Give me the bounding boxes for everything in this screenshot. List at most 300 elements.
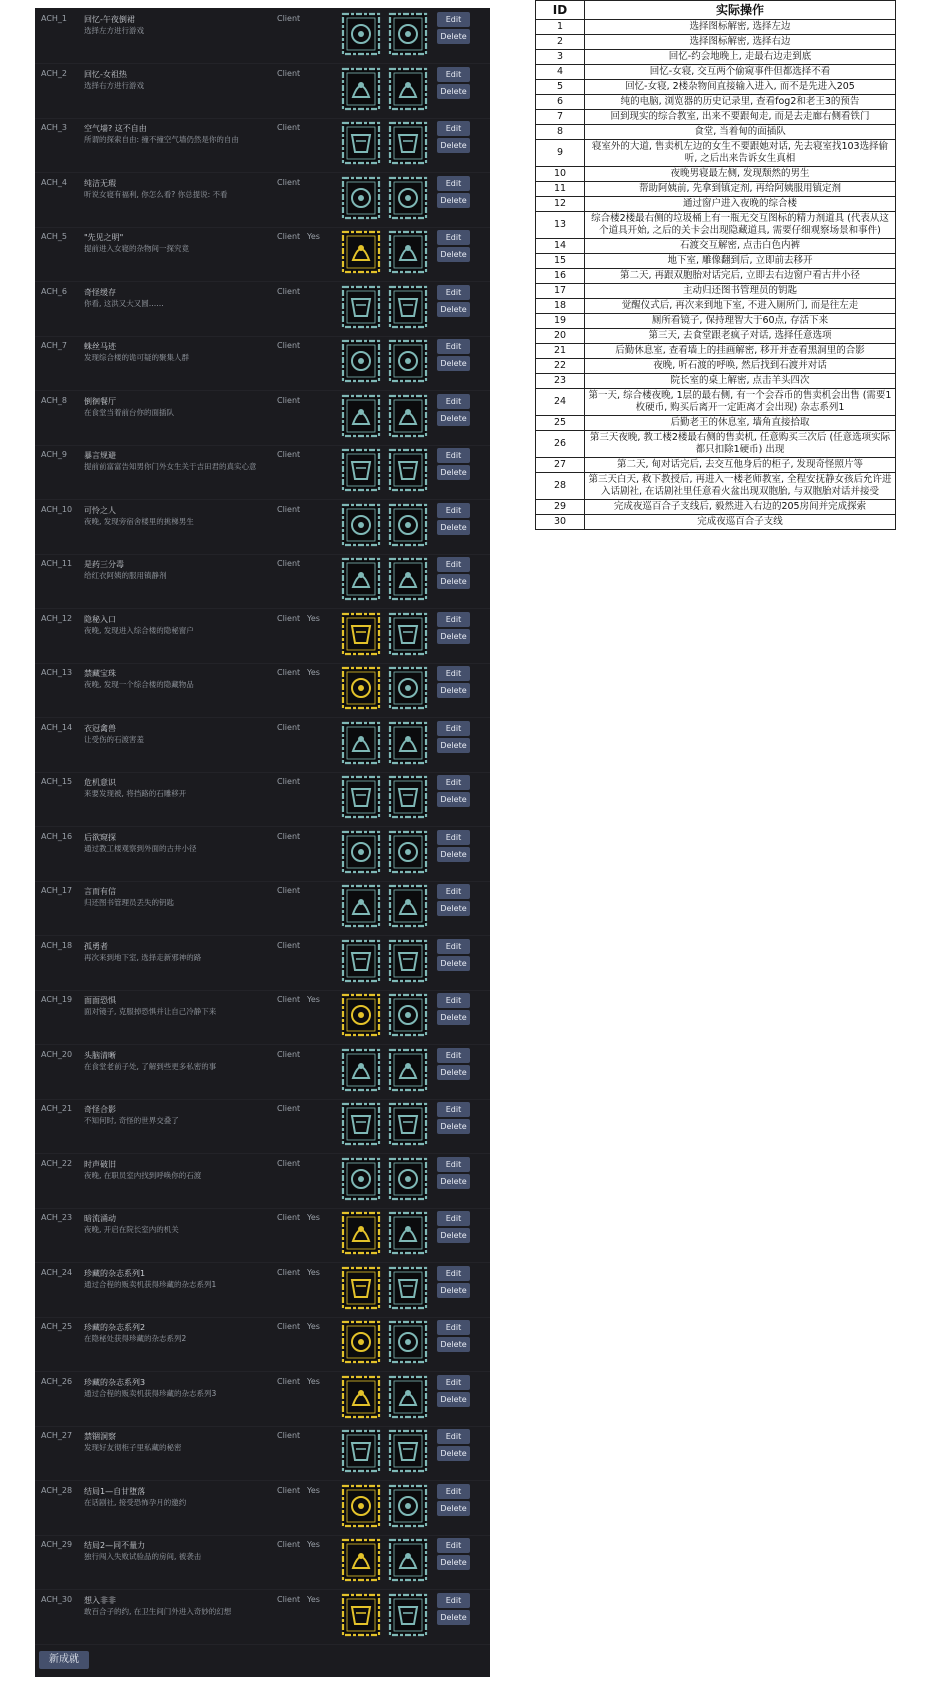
achievement-row bbox=[35, 717, 490, 773]
delete-button[interactable]: Delete bbox=[437, 847, 470, 862]
achievement-id: ACH_8 bbox=[41, 395, 68, 405]
edit-button[interactable]: Edit bbox=[437, 830, 470, 845]
delete-button[interactable]: Delete bbox=[437, 574, 470, 589]
short-hair-boy-icon bbox=[341, 1048, 381, 1092]
achievement-type: Client bbox=[277, 1540, 301, 1549]
achievement-type: Client bbox=[277, 1322, 301, 1331]
row-operation: 回忆-约会地晚上, 走最右边走到底 bbox=[585, 50, 896, 65]
edit-button[interactable]: Edit bbox=[437, 230, 470, 245]
achievement-type: Client bbox=[277, 1104, 301, 1113]
edit-button[interactable]: Edit bbox=[437, 339, 470, 354]
row-id: 19 bbox=[536, 314, 585, 329]
achievement-type: Client bbox=[277, 341, 301, 350]
edit-button[interactable]: Edit bbox=[437, 612, 470, 627]
achievement-name: 奇怪缓存 bbox=[84, 287, 116, 297]
edit-button[interactable]: Edit bbox=[437, 448, 470, 463]
eye-face-icon bbox=[341, 230, 381, 274]
achievement-description: 敢百合子的约, 在卫生间门外进入奇妙的幻想 bbox=[84, 1606, 232, 1616]
achievement-id: ACH_14 bbox=[41, 722, 73, 732]
achievement-row bbox=[35, 1098, 490, 1154]
delete-button[interactable]: Delete bbox=[437, 1228, 470, 1243]
achievement-row bbox=[35, 444, 490, 500]
actual-operations-table bbox=[535, 0, 896, 530]
achievement-hidden-flag: Yes bbox=[307, 232, 320, 241]
edit-button[interactable]: Edit bbox=[437, 1375, 470, 1390]
achievement-id: ACH_4 bbox=[41, 177, 68, 187]
achievement-id: ACH_3 bbox=[41, 123, 68, 132]
edit-button[interactable]: Edit bbox=[437, 503, 470, 518]
woman-portrait-locked-icon bbox=[388, 721, 428, 765]
edit-button[interactable]: Edit bbox=[437, 176, 470, 191]
achievement-row bbox=[35, 608, 490, 664]
magazine-2-icon bbox=[341, 1320, 381, 1364]
achievement-description: 通过合程的贩卖机获得珍藏的杂志系列3 bbox=[84, 1388, 217, 1398]
achievement-description: 在隐秘处获得珍藏的杂志系列2 bbox=[84, 1334, 187, 1343]
delete-button[interactable]: Delete bbox=[437, 302, 470, 317]
row-id: 16 bbox=[536, 269, 585, 284]
spider-icon bbox=[341, 339, 381, 383]
delete-button[interactable]: Delete bbox=[437, 520, 470, 535]
edit-button[interactable]: Edit bbox=[437, 557, 470, 572]
achievement-name: 是药三分毒 bbox=[84, 560, 124, 569]
table-row bbox=[536, 35, 896, 50]
achievement-name: 回忆-女祖热 bbox=[84, 69, 127, 79]
laptop-locked-icon bbox=[388, 285, 428, 329]
achievement-name: 衣冠禽兽 bbox=[84, 723, 116, 733]
boy-portrait-icon bbox=[341, 993, 381, 1037]
table-row bbox=[536, 299, 896, 314]
achievement-name: 后欲窥探 bbox=[84, 832, 116, 842]
achievement-type: Client bbox=[277, 722, 301, 732]
achievement-row bbox=[35, 553, 490, 609]
achievement-name: 禁锢洞察 bbox=[84, 1432, 116, 1441]
delete-button[interactable]: Delete bbox=[437, 1555, 470, 1570]
edit-button[interactable]: Edit bbox=[437, 121, 470, 136]
achievement-description: 所谓的探索自由: 撞不撞空气墙仍然是你的自由 bbox=[84, 135, 239, 144]
new-achievement-button[interactable]: 新成就 bbox=[39, 1651, 89, 1669]
photo-stack-icon bbox=[341, 1429, 381, 1473]
edit-button[interactable]: Edit bbox=[437, 884, 470, 899]
key-icon bbox=[341, 884, 381, 928]
achievement-type: Client bbox=[277, 123, 301, 132]
row-operation: 第二天, 再跟双胞胎对话完后, 立即去右边窗户看古井小径 bbox=[585, 269, 896, 284]
achievement-row bbox=[35, 335, 490, 391]
edit-button[interactable]: Edit bbox=[437, 1429, 470, 1444]
table-row bbox=[536, 50, 896, 65]
achievement-type: Client bbox=[277, 68, 301, 78]
row-id: 3 bbox=[536, 50, 585, 65]
box-items-locked-icon bbox=[388, 666, 428, 710]
window-view-icon bbox=[341, 830, 381, 874]
row-operation: 选择图标解密, 选择左边 bbox=[585, 20, 896, 35]
achievement-name: 倒徊餐厅 bbox=[84, 396, 116, 406]
row-operation: 选择图标解密, 选择右边 bbox=[585, 35, 896, 50]
achievement-name: 空气墙? 这不自由 bbox=[84, 124, 147, 133]
edit-button[interactable]: Edit bbox=[437, 1593, 470, 1608]
ram-skull-icon bbox=[341, 1211, 381, 1255]
achievement-description: 发现综合楼的诡可疑的聚集人群 bbox=[84, 353, 189, 362]
achievement-hidden-flag: Yes bbox=[307, 1322, 320, 1331]
achievement-id: ACH_1 bbox=[41, 14, 68, 23]
rubble-locked-icon bbox=[388, 775, 428, 819]
delete-button[interactable]: Delete bbox=[437, 1119, 470, 1134]
row-operation: 第三天, 去食堂跟老疯子对话, 选择任意选项 bbox=[585, 329, 896, 344]
achievement-type: Client bbox=[277, 1485, 301, 1495]
clock-medallion-icon bbox=[341, 12, 381, 56]
achievement-type: Client bbox=[277, 177, 301, 187]
crowd-locked-icon bbox=[388, 394, 428, 438]
achievement-hidden-flag: Yes bbox=[307, 1376, 320, 1386]
monster-locked-icon bbox=[388, 1538, 428, 1582]
achievement-name: 隐秘入口 bbox=[84, 614, 116, 624]
achievement-id: ACH_12 bbox=[41, 613, 73, 623]
table-header-row bbox=[536, 1, 896, 20]
row-operation: 石渡交互解密, 点击白色内裤 bbox=[585, 239, 896, 254]
table-row bbox=[536, 431, 896, 458]
magazine-2-locked-icon bbox=[388, 1320, 428, 1364]
window-locked-icon bbox=[388, 612, 428, 656]
row-id: 30 bbox=[536, 515, 585, 530]
header-id: ID bbox=[536, 1, 585, 20]
table-row bbox=[536, 125, 896, 140]
edit-button[interactable]: Edit bbox=[437, 993, 470, 1008]
table-row bbox=[536, 182, 896, 197]
header-operation: 实际操作 bbox=[585, 1, 896, 20]
photo-stack-locked-icon bbox=[388, 1429, 428, 1473]
table-row bbox=[536, 374, 896, 389]
row-id: 21 bbox=[536, 344, 585, 359]
laptop-icon bbox=[341, 285, 381, 329]
edit-button[interactable]: Edit bbox=[437, 1102, 470, 1117]
row-operation: 第一天, 综合楼夜晚, 1层的最右侧, 有一个会吞币的售卖机会出售 (需要1枚硬币, 购买后离开一定距离才会出现) 杂志系列1 bbox=[585, 389, 896, 416]
achievement-id: ACH_30 bbox=[41, 1594, 73, 1604]
edit-button[interactable]: Edit bbox=[437, 1157, 470, 1172]
achievement-description: 在食堂当着前台你的面插队 bbox=[84, 407, 174, 417]
edit-button[interactable]: Edit bbox=[437, 1484, 470, 1499]
table-row bbox=[536, 80, 896, 95]
delete-button[interactable]: Delete bbox=[437, 901, 470, 916]
row-id: 28 bbox=[536, 473, 585, 500]
short-hair-boy-locked-icon bbox=[388, 1048, 428, 1092]
achievement-hidden-flag: Yes bbox=[307, 1267, 320, 1277]
row-id: 2 bbox=[536, 35, 585, 50]
table-row bbox=[536, 269, 896, 284]
row-id: 7 bbox=[536, 110, 585, 125]
achievement-description: 夜晚, 发现一个综合楼的隐藏物品 bbox=[84, 680, 194, 689]
achievement-type: Client bbox=[277, 1376, 301, 1386]
row-operation: 后勤休息室, 查看墙上的挂画解密, 移开并查看黑洞里的合影 bbox=[585, 344, 896, 359]
shouting-face-icon bbox=[341, 448, 381, 492]
achievement-row bbox=[35, 117, 490, 173]
edit-button[interactable]: Edit bbox=[437, 1320, 470, 1335]
achievement-type: Client bbox=[277, 940, 301, 950]
edit-button[interactable]: Edit bbox=[437, 1266, 470, 1281]
row-id: 25 bbox=[536, 416, 585, 431]
row-id: 27 bbox=[536, 458, 585, 473]
achievement-description: 夜晚, 开启在院长室内的机关 bbox=[84, 1225, 179, 1234]
row-operation: 通过窗户进入夜晚的综合楼 bbox=[585, 197, 896, 212]
lotus-icon bbox=[341, 176, 381, 220]
row-operation: 厕所看镜子, 保持理智大于60点, 存活下来 bbox=[585, 314, 896, 329]
achievement-type: Client bbox=[277, 668, 301, 677]
achievement-name: 结局2—同不量力 bbox=[84, 1541, 146, 1550]
achievement-description: 提前进入女寝的杂物间一探究竟 bbox=[84, 244, 189, 253]
table-row bbox=[536, 416, 896, 431]
table-row bbox=[536, 140, 896, 167]
row-id: 26 bbox=[536, 431, 585, 458]
achievement-id: ACH_26 bbox=[41, 1376, 73, 1386]
achievement-row bbox=[35, 1371, 490, 1427]
achievement-id: ACH_16 bbox=[41, 831, 73, 841]
edit-button[interactable]: Edit bbox=[437, 666, 470, 681]
achievement-row bbox=[35, 1153, 490, 1209]
achievement-id: ACH_17 bbox=[41, 886, 73, 895]
delete-button[interactable]: Delete bbox=[437, 792, 470, 807]
table-row bbox=[536, 359, 896, 374]
achievement-description: 来要发现被, 将挡路的石雕移开 bbox=[84, 789, 187, 798]
achievement-row bbox=[35, 771, 490, 827]
achievement-name: 禁藏宝珠 bbox=[84, 669, 116, 678]
delete-button[interactable]: Delete bbox=[437, 356, 470, 371]
achievement-description: 选择右方进行游戏 bbox=[84, 80, 144, 90]
achievement-type: Client bbox=[277, 286, 301, 296]
edit-button[interactable]: Edit bbox=[437, 721, 470, 736]
achievement-name: 头脑清晰 bbox=[84, 1050, 116, 1060]
delete-button[interactable]: Delete bbox=[437, 1065, 470, 1080]
edit-button[interactable]: Edit bbox=[437, 285, 470, 300]
edit-button[interactable]: Edit bbox=[437, 1048, 470, 1063]
edit-button[interactable]: Edit bbox=[437, 67, 470, 82]
window-icon bbox=[341, 612, 381, 656]
achievement-row bbox=[35, 1589, 490, 1645]
magazine-1-icon bbox=[341, 1266, 381, 1310]
achievement-name: 暴言规避 bbox=[84, 451, 116, 460]
achievement-type: Client bbox=[277, 1049, 301, 1059]
delete-button[interactable]: Delete bbox=[437, 411, 470, 426]
magazine-3-icon bbox=[341, 1375, 381, 1419]
achievement-type: Client bbox=[277, 886, 301, 895]
achievement-description: 面对镜子, 克服掉恐惧并让自己冷静下来 bbox=[84, 1007, 217, 1016]
achievement-hidden-flag: Yes bbox=[307, 995, 320, 1004]
achievement-description: 给红衣阿姨的服用镇静剂 bbox=[84, 571, 167, 580]
row-operation: 后勤老王的休息室, 墙角直接拾取 bbox=[585, 416, 896, 431]
delete-button[interactable]: Delete bbox=[437, 1446, 470, 1461]
achievement-name: 孤勇者 bbox=[84, 941, 108, 951]
achievement-id: ACH_10 bbox=[41, 504, 73, 514]
achievement-id: ACH_24 bbox=[41, 1267, 73, 1277]
row-id: 9 bbox=[536, 140, 585, 167]
achievement-name: 奇怪合影 bbox=[84, 1105, 116, 1114]
achievement-name: 回忆-午夜倒裙 bbox=[84, 15, 135, 24]
couple-portrait-locked-icon bbox=[388, 1102, 428, 1146]
achievement-type: Client bbox=[277, 1594, 301, 1604]
achievement-hidden-flag: Yes bbox=[307, 668, 320, 677]
window-view-locked-icon bbox=[388, 830, 428, 874]
delete-button[interactable]: Delete bbox=[437, 956, 470, 971]
row-id: 5 bbox=[536, 80, 585, 95]
achievement-id: ACH_27 bbox=[41, 1431, 73, 1440]
achievement-row bbox=[35, 662, 490, 718]
couple-portrait-icon bbox=[341, 1102, 381, 1146]
delete-button[interactable]: Delete bbox=[437, 1392, 470, 1407]
delete-button[interactable]: Delete bbox=[437, 1283, 470, 1298]
medicine-bottle-locked-icon bbox=[388, 557, 428, 601]
delete-button[interactable]: Delete bbox=[437, 629, 470, 644]
ram-skull-locked-icon bbox=[388, 1211, 428, 1255]
delete-button[interactable]: Delete bbox=[437, 138, 470, 153]
achievement-description: 通过合程的贩卖机获得珍藏的杂志系列1 bbox=[84, 1279, 217, 1289]
row-operation: 回忆-女寝, 交互两个偷窥事件但都选择不看 bbox=[585, 65, 896, 80]
hooded-figures-icon bbox=[341, 1484, 381, 1528]
blank-frame-icon bbox=[341, 121, 381, 165]
delete-button[interactable]: Delete bbox=[437, 1610, 470, 1625]
bob-hair-girl-locked-icon bbox=[388, 1593, 428, 1637]
row-id: 24 bbox=[536, 389, 585, 416]
achievement-type: Client bbox=[277, 1213, 301, 1222]
delete-button[interactable]: Delete bbox=[437, 683, 470, 698]
winged-emblem-locked-icon bbox=[388, 67, 428, 111]
edit-button[interactable]: Edit bbox=[437, 1211, 470, 1226]
achievement-hidden-flag: Yes bbox=[307, 1540, 320, 1549]
achievement-row bbox=[35, 1316, 490, 1372]
achievement-description: 夜晚, 在职员室内找到呼唤你的石渡 bbox=[84, 1170, 202, 1180]
row-operation: 回到现实的综合教室, 出来不要跟甸走, 而是去走廊右侧看铁门 bbox=[585, 110, 896, 125]
edit-button[interactable]: Edit bbox=[437, 775, 470, 790]
demon-mask-icon bbox=[341, 939, 381, 983]
row-operation: 觉醒仪式后, 再次来到地下室, 不进入厕所门, 而是往左走 bbox=[585, 299, 896, 314]
achievement-id: ACH_20 bbox=[41, 1049, 73, 1059]
achievements-panel bbox=[35, 8, 490, 1677]
crouching-figure-locked-icon bbox=[388, 503, 428, 547]
achievement-id: ACH_6 bbox=[41, 286, 68, 296]
delete-button[interactable]: Delete bbox=[437, 1501, 470, 1516]
achievement-row bbox=[35, 390, 490, 446]
row-id: 4 bbox=[536, 65, 585, 80]
achievement-name: 珍藏的杂志系列3 bbox=[84, 1377, 146, 1387]
demon-mask-locked-icon bbox=[388, 939, 428, 983]
achievement-id: ACH_25 bbox=[41, 1322, 73, 1331]
row-id: 13 bbox=[536, 212, 585, 239]
achievement-row bbox=[35, 172, 490, 228]
table-row bbox=[536, 95, 896, 110]
delete-button[interactable]: Delete bbox=[437, 1174, 470, 1189]
achievement-id: ACH_18 bbox=[41, 940, 73, 950]
row-operation: 完成夜巡百合子支线 bbox=[585, 515, 896, 530]
eye-face-locked-icon bbox=[388, 230, 428, 274]
table-row bbox=[536, 197, 896, 212]
table-row bbox=[536, 212, 896, 239]
delete-button[interactable]: Delete bbox=[437, 1010, 470, 1025]
achievement-row bbox=[35, 499, 490, 555]
edit-button[interactable]: Edit bbox=[437, 1538, 470, 1553]
medicine-bottle-icon bbox=[341, 557, 381, 601]
achievement-row bbox=[35, 1262, 490, 1318]
delete-button[interactable]: Delete bbox=[437, 247, 470, 262]
achievement-name: 纯洁无瑕 bbox=[84, 178, 116, 188]
table-row bbox=[536, 65, 896, 80]
row-operation: 夜晚男寝最左侧, 发现颓然的男生 bbox=[585, 167, 896, 182]
achievement-description: 通过教工楼观察到外面的古井小径 bbox=[84, 843, 197, 853]
achievement-id: ACH_11 bbox=[41, 559, 73, 568]
edit-button[interactable]: Edit bbox=[437, 394, 470, 409]
row-operation: 完成夜巡百合子支线后, 毅然进入右边的205房间并完成探索 bbox=[585, 500, 896, 515]
achievement-description: 再次来到地下室, 选择走新邪神的路 bbox=[84, 952, 202, 962]
achievement-id: ACH_28 bbox=[41, 1485, 73, 1495]
row-operation: 院长室的桌上解密, 点击羊头四次 bbox=[585, 374, 896, 389]
achievement-hidden-flag: Yes bbox=[307, 1594, 320, 1604]
row-operation: 寝室外的大道, 售卖机左边的女生不要跟她对话, 先去寝室找103选择偷听, 之后出来告诉女生真相 bbox=[585, 140, 896, 167]
clock-medallion-locked-icon bbox=[388, 12, 428, 56]
table-row bbox=[536, 254, 896, 269]
achievement-row bbox=[35, 989, 490, 1045]
achievement-name: 言而有信 bbox=[84, 887, 116, 896]
achievement-description: 不知何时, 奇怪的世界交叠了 bbox=[84, 1116, 179, 1125]
rubble-icon bbox=[341, 775, 381, 819]
achievement-row bbox=[35, 1207, 490, 1263]
edit-button[interactable]: Edit bbox=[437, 939, 470, 954]
woman-portrait-icon bbox=[341, 721, 381, 765]
achievement-description: 在话剧社, 接受恐怖孕月的邀约 bbox=[84, 1497, 187, 1507]
magazine-3-locked-icon bbox=[388, 1375, 428, 1419]
glasses-face-icon bbox=[341, 1157, 381, 1201]
achievement-hidden-flag: Yes bbox=[307, 613, 320, 623]
delete-button[interactable]: Delete bbox=[437, 84, 470, 99]
winged-emblem-icon bbox=[341, 67, 381, 111]
achievement-row bbox=[35, 281, 490, 337]
achievement-type: Client bbox=[277, 450, 301, 459]
delete-button[interactable]: Delete bbox=[437, 465, 470, 480]
achievement-description: 夜晚, 发现旁宿舍楼里的挑梯男生 bbox=[84, 516, 194, 526]
row-id: 8 bbox=[536, 125, 585, 140]
achievement-name: 珍藏的杂志系列2 bbox=[84, 1323, 146, 1332]
achievement-description: 独行闯入失败试验品的房间, 被袭击 bbox=[84, 1552, 202, 1561]
achievement-type: Client bbox=[277, 504, 301, 514]
achievement-description: 夜晚, 发现进入综合楼的隐秘窗户 bbox=[84, 625, 194, 635]
row-operation: 主动归还图书管理员的钥匙 bbox=[585, 284, 896, 299]
achievement-id: ACH_5 bbox=[41, 232, 68, 241]
row-operation: 帮助阿姨前, 先拿到镇定剂, 再给阿姨服用镇定剂 bbox=[585, 182, 896, 197]
delete-button[interactable]: Delete bbox=[437, 738, 470, 753]
delete-button[interactable]: Delete bbox=[437, 1337, 470, 1352]
row-id: 1 bbox=[536, 20, 585, 35]
achievement-row bbox=[35, 880, 490, 936]
achievement-type: Client bbox=[277, 1158, 301, 1168]
table-row bbox=[536, 458, 896, 473]
achievement-type: Client bbox=[277, 232, 301, 241]
row-operation: 食堂, 当着甸的面插队 bbox=[585, 125, 896, 140]
achievement-id: ACH_15 bbox=[41, 777, 73, 786]
table-row bbox=[536, 20, 896, 35]
achievement-type: Client bbox=[277, 395, 301, 405]
achievement-id: ACH_7 bbox=[41, 341, 68, 350]
achievement-id: ACH_2 bbox=[41, 68, 68, 78]
row-id: 10 bbox=[536, 167, 585, 182]
achievement-type: Client bbox=[277, 613, 301, 623]
achievement-description: 选择左方进行游戏 bbox=[84, 26, 144, 35]
achievement-name: "先见之明" bbox=[84, 233, 124, 242]
key-locked-icon bbox=[388, 884, 428, 928]
delete-button[interactable]: Delete bbox=[437, 193, 470, 208]
delete-button[interactable]: Delete bbox=[437, 29, 470, 44]
achievement-row bbox=[35, 935, 490, 991]
achievement-hidden-flag: Yes bbox=[307, 1485, 320, 1495]
row-operation: 第三天夜晚, 教工楼2楼最右侧的售卖机, 任意购买三次后 (任意选项实际都只扣除1硬币) 出现 bbox=[585, 431, 896, 458]
monster-icon bbox=[341, 1538, 381, 1582]
achievement-description: 归还图书管理员丢失的钥匙 bbox=[84, 898, 174, 907]
table-row bbox=[536, 314, 896, 329]
row-id: 18 bbox=[536, 299, 585, 314]
edit-button[interactable]: Edit bbox=[437, 12, 470, 27]
